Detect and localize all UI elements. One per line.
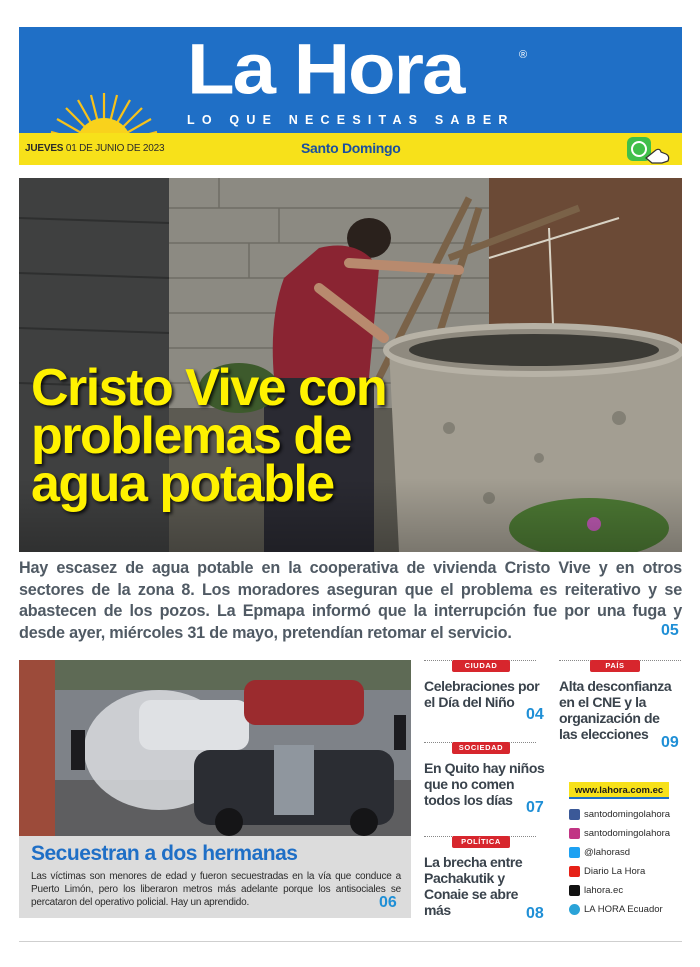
telegram-icon xyxy=(569,904,580,915)
brief-page-politica[interactable]: 08 xyxy=(526,905,544,922)
social-facebook[interactable] xyxy=(569,808,689,824)
registered-mark: ® xyxy=(519,49,528,61)
social-label: LA HORA Ecuador xyxy=(584,904,663,915)
section-tag-pais: PAÍS xyxy=(590,660,640,672)
kidnapping-photo-illustration xyxy=(19,660,411,836)
story-text: Las víctimas son menores de edad y fueron secuestradas en la vía que conduce a Puerto Limón, pero los liberaron metros más adelante porque los antisociales se percataron del operativo policial. Hay un aprendido. xyxy=(31,871,401,908)
social-instagram[interactable] xyxy=(569,827,689,843)
social-label: @lahorasd xyxy=(584,847,631,858)
tiktok-icon xyxy=(569,885,580,896)
story-box xyxy=(19,660,411,918)
social-label: santodomingolahora xyxy=(584,809,671,820)
social-label: Diario La Hora xyxy=(584,866,646,877)
masthead-yellow-band xyxy=(19,133,682,165)
section-tag-sociedad: SOCIEDAD xyxy=(452,742,510,754)
website-link[interactable]: www.lahora.com.ec xyxy=(569,782,669,799)
lead-paragraph: Hay escasez de agua potable en la cooperativa de vivienda Cristo Vive y en otros sectores de la zona 8. Los moradores aseguran que el problema es reiterativo y se abastecen de los pozos. La Epmapa informó que la interrupción fue por una fuga y desde ayer, miércoles 31 de mayo, pretendían retomar el servicio. xyxy=(19,559,682,642)
hero-headline-line2: problemas de xyxy=(31,407,352,465)
brief-page-ciudad[interactable]: 04 xyxy=(526,706,544,723)
hero-photo xyxy=(19,178,682,552)
brief-page-sociedad[interactable]: 07 xyxy=(526,799,544,816)
social-twitter[interactable] xyxy=(569,846,689,862)
brief-headline-pais[interactable]: Alta desconfianza en el CNE y la organización de las elecciones xyxy=(559,678,672,742)
hero-headline[interactable] xyxy=(31,359,451,513)
brief-headline-politica[interactable]: La brecha entre Pachakutik y Conaie se abre más xyxy=(424,854,523,918)
story-page-number[interactable]: 06 xyxy=(379,894,397,911)
sun-logo-icon xyxy=(49,91,159,133)
facebook-icon xyxy=(569,809,580,820)
edition-city: Santo Domingo xyxy=(301,140,401,156)
lead-page-number[interactable]: 05 xyxy=(661,622,679,639)
brief-headline-ciudad[interactable]: Celebraciones por el Día del Niño xyxy=(424,678,540,710)
twitter-icon xyxy=(569,847,580,858)
hero-headline-line3: agua potable xyxy=(31,455,334,513)
hero-headline-line1: Cristo Vive con xyxy=(31,359,387,417)
brief-headline-sociedad[interactable]: En Quito hay niños que no comen todos los días xyxy=(424,760,545,808)
edition-date xyxy=(25,143,164,154)
newspaper-logo: La Hora xyxy=(187,28,464,110)
section-tag-politica: POLÍTICA xyxy=(452,836,510,848)
social-telegram[interactable] xyxy=(569,903,689,919)
story-headline[interactable]: Secuestran a dos hermanas xyxy=(31,842,298,865)
youtube-icon xyxy=(569,866,580,877)
tagline: LO QUE NECESITAS SABER xyxy=(187,113,515,127)
social-label: santodomingolahora xyxy=(584,828,671,839)
date-day: JUEVES xyxy=(25,143,64,154)
brief-page-pais[interactable]: 09 xyxy=(661,734,679,751)
masthead-blue-band xyxy=(19,27,682,133)
bottom-rule xyxy=(19,941,682,942)
whatsapp-hand-icon[interactable] xyxy=(626,136,672,164)
section-tag-ciudad: CIUDAD xyxy=(452,660,510,672)
social-tiktok[interactable] xyxy=(569,884,689,900)
instagram-icon xyxy=(569,828,580,839)
masthead xyxy=(19,27,682,165)
social-youtube[interactable] xyxy=(569,865,689,881)
date-rest: 01 DE JUNIO DE 2023 xyxy=(65,143,165,154)
social-label: lahora.ec xyxy=(584,885,624,896)
